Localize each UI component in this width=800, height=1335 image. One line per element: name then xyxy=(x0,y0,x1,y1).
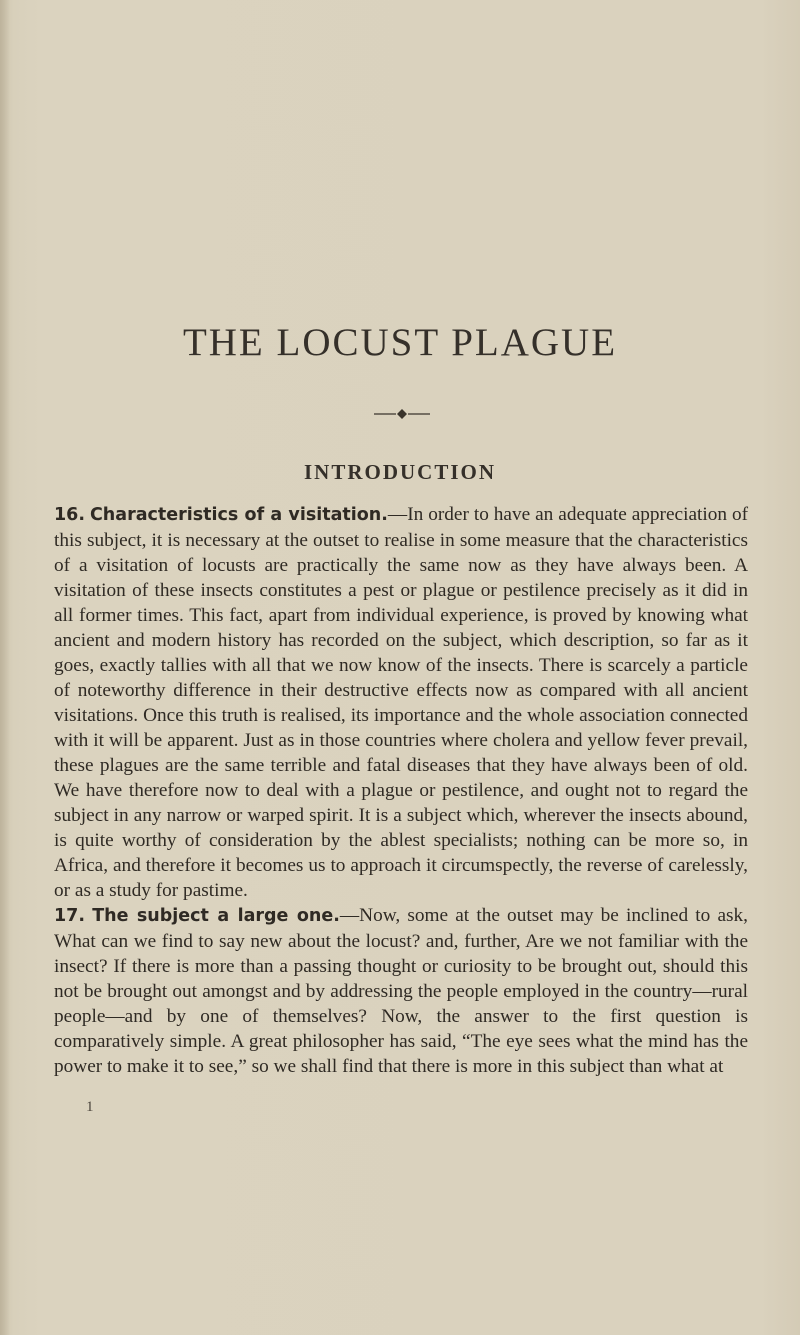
page-number: 1 xyxy=(86,1099,94,1115)
book-title: THE LOCUST PLAGUE xyxy=(182,321,618,364)
section-16-paragraph xyxy=(54,502,748,903)
section-text: —Now, some at the outset may be inclined to ask, What can we find to say new about the locust? and, further, Are we not familiar with the insect? If there is more than a passing thought or curiosity to be brought out, should this not be brought out amongst and by addressing the people employed in the country—rural people—and by one of themselves? Now, the answer to the first question is comparatively simple. A great philosopher has said, “The eye sees what the mind has the power to make it to see,” so we shall find that there is more in this subject than what at xyxy=(54,905,748,1077)
page-binding-edge xyxy=(0,0,10,1335)
section-number: 17. xyxy=(54,906,86,926)
section-text: —In order to have an adequate appreciation of this subject, it is necessary at the outset to realise in some measure that the characteristics of a visitation of locusts are practically the same now as they have always been. A visitation of these insects constitutes a pest or plague or pestilence precisely as it did in all former times. This fact, apart from individual experience, is proved by knowing what ancient and modern history has recorded on the subject, which description, so far as it goes, exactly tallies with all that we now know of the insects. There is scarcely a particle of noteworthy difference in their destructive effects now as compared with all ancient visitations. Once this truth is realised, its importance and the whole association connected with it will be apparent. Just as in those countries where cholera and yellow fever prevail, these plagues are the same terrible and fatal diseases that they have always been of old. We have therefore now to deal with a plague or pestilence, and ought not to regard the subject in any narrow or warped spirit. It is a subject which, wherever the insects abound, is quite worthy of consideration by the ablest specialists; nothing can be more so, in Africa, and therefore it becomes us to approach it circumspectly, the reverse of carelessly, or as a study for pastime. xyxy=(54,504,749,901)
section-title: Characteristics of a visitation. xyxy=(89,505,388,525)
section-17-paragraph xyxy=(54,903,748,1079)
diamond-rule-ornament-icon xyxy=(370,408,434,420)
section-title: The subject a large one. xyxy=(92,906,340,926)
section-number: 16. xyxy=(54,505,86,525)
body-text xyxy=(54,502,748,1079)
chapter-heading: INTRODUCTION xyxy=(303,460,497,484)
